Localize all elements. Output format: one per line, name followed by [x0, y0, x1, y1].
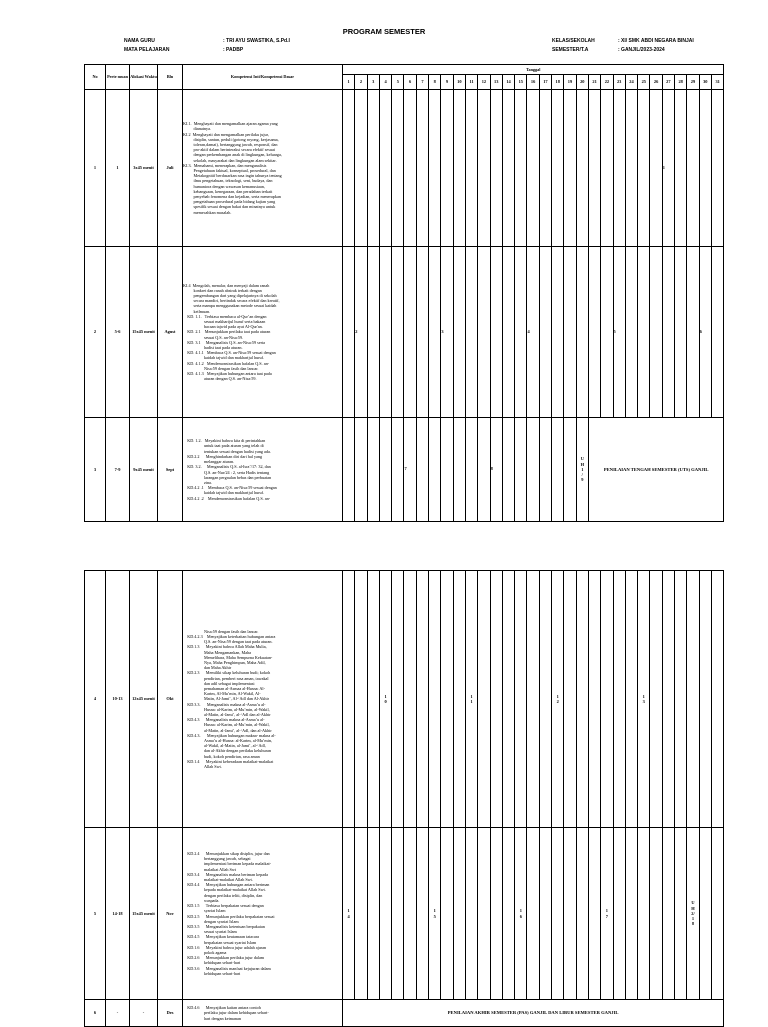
teacher-label: NAMA GURU [124, 38, 155, 44]
day-header-7: 7 [416, 75, 428, 90]
subject-value: : PADBP [223, 47, 244, 53]
day-cell [650, 571, 662, 828]
day-cell [625, 571, 637, 828]
day-cell [379, 828, 391, 1000]
day-header-22: 22 [601, 75, 613, 90]
day-cell [662, 828, 674, 1000]
day-cell [441, 828, 453, 1000]
day-cell [416, 90, 428, 247]
day-header-5: 5 [392, 75, 404, 90]
row-number: 6 [85, 1000, 106, 1027]
day-cell [527, 418, 539, 522]
day-header-21: 21 [588, 75, 600, 90]
day-cell [429, 418, 441, 522]
day-cell [379, 418, 391, 522]
day-cell [392, 247, 404, 418]
day-cell [355, 571, 367, 828]
row-month: Juli [158, 90, 183, 247]
day-cell [343, 418, 355, 522]
day-cell [552, 247, 564, 418]
day-cell [564, 571, 576, 828]
day-cell [576, 828, 588, 1000]
day-cell [588, 247, 600, 418]
table-row [85, 1000, 724, 1027]
row-number: 3 [85, 418, 106, 522]
meeting-mark-day-16: 4 [527, 247, 539, 418]
day-header-11: 11 [465, 75, 477, 90]
col-header-competency: Kompetensi Inti/Kompetensi Dasar [183, 65, 343, 90]
day-cell [515, 418, 527, 522]
day-cell [687, 247, 699, 418]
day-header-29: 29 [687, 75, 699, 90]
day-cell [699, 571, 711, 828]
row-number: 2 [85, 247, 106, 418]
day-cell [539, 90, 551, 247]
table-row [85, 247, 724, 418]
semester-program-table-page1 [84, 64, 724, 522]
day-cell [539, 571, 551, 828]
day-header-19: 19 [564, 75, 576, 90]
day-cell [343, 90, 355, 247]
semester-program-table-page2 [84, 570, 724, 1027]
col-header-no: No [85, 65, 106, 90]
row-meeting: 7-9 [106, 418, 130, 522]
day-cell [588, 571, 600, 828]
row-competency: KD. 1.2. Meyakini bahwa kita di perintahkan untuk taat pada aturan yang telah di tentukan sesuai dengan hadist yang ada. KD.2.2 Menghindarkan diri dari hal yang melanggar aturan. KD. 3.2. Menganalisis Q.S. al-Isra’/17: 32, dan Q.S. an-Nur/24 : 2, serta Hadis tentang larangan pergaulan bebas dan perbuatan zina. KD.4.2 .1 Membaca Q.S. an-Nisa:59 sesuai dengan kaidah tajwid dan makharijul huruf. KD.4.2 .2 Mendemonstrasikan hafalan Q.S. an- [183, 418, 343, 522]
day-cell [527, 571, 539, 828]
day-cell [638, 828, 650, 1000]
meeting-mark-day-6: 7 [404, 418, 416, 522]
day-header-14: 14 [502, 75, 514, 90]
day-cell [687, 90, 699, 247]
day-cell [613, 571, 625, 828]
day-cell [527, 90, 539, 247]
row-time-allocation: 15x45 menit [130, 828, 158, 1000]
meeting-mark-day-2: 2 [355, 247, 367, 418]
day-cell [515, 571, 527, 828]
day-cell [576, 247, 588, 418]
day-cell [453, 247, 465, 418]
day-cell [502, 828, 514, 1000]
day-cell [601, 90, 613, 247]
day-cell [539, 828, 551, 1000]
day-cell [625, 828, 637, 1000]
day-cell [564, 90, 576, 247]
row-competency: KI.1. Menghayati dan mengamalkan ajaran agama yang dianutnya. KI.2 Menghayati dan mengamalkan perilaku jujur, disiplin, santun, peduli (gotong royong, kerjasama, toleran,damai), bertanggung jawab, responsif, dan pro-aktif dalam berinteraksi secara efektif sesuai dengan perkembangan anak di lingkungan, keluarga, sekolah, masyarakat dan lingkungan alam sekitar. KI.3. Memahami, menerapkan, dan menganalisis Pengetahuan faktual, konseptual, prosedural, dan Metakognitif berdasarkan rasa ingin tahunya tentang ilmu pengetahuan, teknologi, seni, budaya, dan humaniora dengan wawasan kemanusiaan, kebangsaan, kenegaraan, dan peradaban terkait penyebab fenomena dan kejadian, serta menerapkan pengetahuan prosedural pada bidang kajian yang spesifik sesuai dengan bakat dan minatnya untuk memecahkan masalah. [183, 90, 343, 247]
day-cell [453, 571, 465, 828]
day-cell [392, 90, 404, 247]
row-meeting: 10-13 [106, 571, 130, 828]
day-cell [564, 418, 576, 522]
row-competency: KD.2.4 Menunjukkan sikap disiplin, jujur dan bertanggung jawab, sebagai implementasi beriman kepada malaikat- malaikat Allah Swt KD.3.4 Menganalisis makna beriman kepada malaikat-malaikat Allah Swt. KD.4.4 Menyajikan hubungan antara beriman kepada malaikat-malaikat Allah Swt. dengan perilaku teliti, disiplin, dan waspada. KD.1.5 Terbiasa berpakaian sesuai dengan syariat Islam KD.2.5 Menunjukkan perilaku berpakaian sesuai dengan syariat Islam KD.3.5 Menganalisis ketentuan berpakaian sesuai syariat Islam KD.4.5 Menyajikan keutamaan tatacara berpakaian sesuai syariat Islam KD.1.6 Meyakini bahwa jujur adalah ajaran pokok agama KD.2.6 Menunjukkan perilaku jujur dalam kehidupan sehari-hari KD.3.6 Menganalisis manfaat kejujuran dalam kehidupan sehari-hari [183, 828, 343, 1000]
day-cell [588, 90, 600, 247]
row-number: 4 [85, 571, 106, 828]
meeting-mark-day-4: 1 0 [379, 571, 391, 828]
day-header-28: 28 [675, 75, 687, 90]
meeting-mark-day-30: 6 [699, 247, 711, 418]
meeting-mark-day-23: 5 [613, 247, 625, 418]
row-competency: Nisa:59 dengan fasih dan lancar. KD.4.2.3 Menyajikan keterkaitan hubungan antara Q.S. an-Nisa:59 dengan taat pada aturan. KD.1.3 Meyakini bahwa Allah Maha Mulia, Maha Mengamankan, Maha Memelihara, Maha Sempurna Kekuatan- Nya, Maha Penghimpun, Maha Adil, dan Maha Akhir KD.2.3 Memiliki sikap keluhuran budi; kokoh pendirian, pemberi rasa aman, tawakal dan adil sebagai implementasi pemahaman al-Asmaa al-Husna: Al- Karim, Al-Mu’min, Al-Wakil, Al- Matin, Al-Jami’, Al-‘Adl dan Al-Akhir KD.3.3. Menganalisis makna al-Asma’u al- Husna: al-Karim, al-Mu’min, al-Wakil, al-Matin, al-Jami’, al-‘Adl dan al-Akhir KD.4.3 Menganalisis makna al-Asma’u al- Husna: al-Karim, al-Mu’min, al-Wakil, al-Matin, al-Jami’, al-‘Adl, dan al-Akhir KD.4.3. Menyajikan hubungan makna- makna al- Asma’u al-Husna: al-Karim, al-Mu’min, al-Wakil, al-Matin, al-Jami’, al-‘Adl, dan al-Akhir dengan perilaku keluhuran budi, kokoh pendirian, rasa aman KD.1.4 Meyakini keberadaan malaikat-malaikat Allah Swt. [183, 571, 343, 828]
day-cell [675, 247, 687, 418]
day-cell [355, 90, 367, 247]
day-header-24: 24 [625, 75, 637, 90]
day-cell [613, 828, 625, 1000]
day-header-8: 8 [429, 75, 441, 90]
day-cell [441, 90, 453, 247]
day-cell [638, 247, 650, 418]
header-right-labels [552, 37, 595, 55]
day-cell [478, 571, 490, 828]
day-cell [625, 90, 637, 247]
day-cell [490, 571, 502, 828]
day-cell [465, 828, 477, 1000]
semester-label: SEMESTER/T.A [552, 47, 589, 53]
row-competency: KI.4 Mengolah, menalar, dan menyaji dalam ranah konkret dan ranah abstrak terkait dengan pengembangan dari yang dipelajarinya di sekolah secara mandiri, bertindak secara efektif dan kreatif, serta mampu menggunakan metode sesuai kaidah keilmuan. KD. 1.1. Terbiasa membaca al-Qur’an dengan sesuai makharijul huruf serta bakaan bacaan tajwid pada ayat Al-Qur'an. KD. 2.1 Menunjukkan perilaku taat pada aturan sesuai Q.S. an-Nisa:59. KD. 3.1 Menganalisis Q.S. an-Nisa:59 serta hadist taat pada aturan. KD. 4.1.1 Membaca Q.S. an-Nisa:59 sesuai dengan kaidah tajwid dan makharijul huruf. KD. 4.1.2 Mendemonstrasikan hafalan Q.S. an- Nisa:59 dengan fasih dan lancar. KD. 4.1.3 Menyajikan hubungan antara taat pada aturan dengan Q.S. an-Nisa:59. [183, 247, 343, 418]
day-header-1: 1 [343, 75, 355, 90]
day-cell [478, 247, 490, 418]
day-header-15: 15 [515, 75, 527, 90]
meeting-mark-day-29: U H 2/ 1 8 [687, 828, 699, 1000]
day-cell [367, 828, 379, 1000]
meeting-mark-day-13: 8 [490, 418, 502, 522]
col-header-date: Tanggal [343, 65, 724, 75]
assessment-note: PENILAIAN TENGAH SEMESTER (UTS) GANJIL [588, 418, 724, 522]
day-cell [650, 247, 662, 418]
day-cell [392, 418, 404, 522]
row-time-allocation: 9x45 menit [130, 418, 158, 522]
teacher-value: : TRI AYU SWASTIKA, S.Pd.I [223, 38, 290, 44]
semester-value: : GANJIL/2023-2024 [618, 47, 665, 53]
row-competency: KD.4.6 Menyajikan kaitan antara contoh perilaku jujur dalam kehidupan sehari- hari dengan keimanan [183, 1000, 343, 1027]
day-cell [601, 247, 613, 418]
day-cell [711, 90, 724, 247]
day-cell [502, 247, 514, 418]
meeting-mark-day-9: 3 [441, 247, 453, 418]
day-cell [355, 828, 367, 1000]
day-header-25: 25 [638, 75, 650, 90]
row-month: Okt [158, 571, 183, 828]
day-cell [429, 90, 441, 247]
table-row [85, 418, 724, 522]
row-meeting: 14-18 [106, 828, 130, 1000]
day-cell [416, 247, 428, 418]
row-time-allocation: - [130, 1000, 158, 1027]
day-header-23: 23 [613, 75, 625, 90]
day-cell [453, 418, 465, 522]
day-cell [515, 90, 527, 247]
day-header-30: 30 [699, 75, 711, 90]
row-month: Des [158, 1000, 183, 1027]
day-cell [367, 571, 379, 828]
day-cell [465, 90, 477, 247]
day-cell [416, 828, 428, 1000]
day-cell [355, 418, 367, 522]
header-left-values [223, 37, 290, 55]
day-cell [638, 90, 650, 247]
day-header-26: 26 [650, 75, 662, 90]
day-cell [539, 418, 551, 522]
day-cell [392, 571, 404, 828]
day-cell [478, 828, 490, 1000]
day-cell [675, 90, 687, 247]
day-cell [453, 90, 465, 247]
day-cell [502, 418, 514, 522]
day-cell [613, 90, 625, 247]
day-cell [429, 571, 441, 828]
day-cell [404, 828, 416, 1000]
day-cell [441, 418, 453, 522]
day-cell [429, 247, 441, 418]
day-cell [490, 90, 502, 247]
day-cell [699, 828, 711, 1000]
day-cell [379, 247, 391, 418]
day-cell [552, 90, 564, 247]
day-cell [564, 828, 576, 1000]
day-cell [576, 90, 588, 247]
day-header-16: 16 [527, 75, 539, 90]
table-row [85, 90, 724, 247]
day-cell [453, 828, 465, 1000]
meeting-mark-day-25: 1 3 [638, 571, 650, 828]
row-month: Sept [158, 418, 183, 522]
row-month: Nov [158, 828, 183, 1000]
day-cell [711, 828, 723, 1000]
day-cell [404, 247, 416, 418]
day-cell [502, 571, 514, 828]
day-header-2: 2 [355, 75, 367, 90]
day-cell [490, 828, 502, 1000]
class-label: KELAS/SEKOLAH [552, 38, 595, 44]
day-cell [404, 571, 416, 828]
row-time-allocation: 12x45 menit [130, 571, 158, 828]
day-cell [441, 571, 453, 828]
class-value: : XI/ SMK ABDI NEGARA BINJAI [618, 38, 694, 44]
day-header-6: 6 [404, 75, 416, 90]
day-cell [552, 828, 564, 1000]
row-meeting: 5-6 [106, 247, 130, 418]
day-header-20: 20 [576, 75, 588, 90]
day-cell [343, 571, 355, 828]
meeting-mark-day-15: 1 6 [515, 828, 527, 1000]
day-cell [588, 828, 600, 1000]
meeting-mark-day-18: 1 2 [552, 571, 564, 828]
day-header-13: 13 [490, 75, 502, 90]
day-cell [662, 247, 674, 418]
row-number: 1 [85, 90, 106, 247]
meeting-mark-day-27: 1 [662, 90, 674, 247]
header-left-labels [124, 37, 169, 55]
day-cell [539, 247, 551, 418]
day-cell [711, 247, 724, 418]
col-header-time: Alokasi Waktu [130, 65, 158, 90]
header-right-values [618, 37, 694, 55]
day-header-31: 31 [711, 75, 724, 90]
row-time-allocation: 15x45 menit [130, 247, 158, 418]
day-cell [465, 247, 477, 418]
day-cell [379, 90, 391, 247]
day-header-27: 27 [662, 75, 674, 90]
day-cell [367, 90, 379, 247]
day-cell [675, 828, 687, 1000]
day-cell [367, 247, 379, 418]
meeting-mark-day-11: 1 1 [465, 571, 477, 828]
day-cell [699, 90, 711, 247]
day-cell [343, 247, 355, 418]
day-cell [416, 418, 428, 522]
day-cell [662, 571, 674, 828]
meeting-mark-day-8: 1 5 [429, 828, 441, 1000]
subject-label: MATA PELAJARAN [124, 47, 170, 53]
day-cell [367, 418, 379, 522]
assessment-note: PENILAIAN AKHIR SEMESTER (PAS) GANJIL DAN LIBUR SEMESTER GANJIL [343, 1000, 724, 1027]
day-cell [404, 90, 416, 247]
day-cell [711, 571, 723, 828]
day-header-9: 9 [441, 75, 453, 90]
meeting-mark-day-20: U H 1 / 9 [576, 418, 588, 522]
day-cell [465, 418, 477, 522]
day-cell [416, 571, 428, 828]
day-cell [478, 90, 490, 247]
row-month: Agust [158, 247, 183, 418]
col-header-month: Bln [158, 65, 183, 90]
day-header-18: 18 [552, 75, 564, 90]
day-cell [392, 828, 404, 1000]
row-number: 5 [85, 828, 106, 1000]
day-cell [552, 418, 564, 522]
day-cell [675, 571, 687, 828]
day-cell [502, 90, 514, 247]
day-header-4: 4 [379, 75, 391, 90]
meeting-mark-day-22: 1 7 [601, 828, 613, 1000]
day-cell [515, 247, 527, 418]
day-cell [650, 828, 662, 1000]
day-cell [564, 247, 576, 418]
day-cell [527, 828, 539, 1000]
table-row [85, 828, 724, 1000]
day-cell [650, 90, 662, 247]
day-header-12: 12 [478, 75, 490, 90]
day-cell [576, 571, 588, 828]
day-header-10: 10 [453, 75, 465, 90]
day-cell [687, 571, 699, 828]
day-header-3: 3 [367, 75, 379, 90]
day-cell [490, 247, 502, 418]
col-header-meeting: Perte muan [106, 65, 130, 90]
day-cell [625, 247, 637, 418]
table-row [85, 571, 724, 828]
row-meeting: 1 [106, 90, 130, 247]
row-meeting: - [106, 1000, 130, 1027]
day-header-17: 17 [539, 75, 551, 90]
meeting-mark-day-1: 1 4 [343, 828, 355, 1000]
page-title: PROGRAM SEMESTER [342, 27, 426, 36]
row-time-allocation: 3x45 menit [130, 90, 158, 247]
day-cell [601, 571, 613, 828]
day-cell [478, 418, 490, 522]
